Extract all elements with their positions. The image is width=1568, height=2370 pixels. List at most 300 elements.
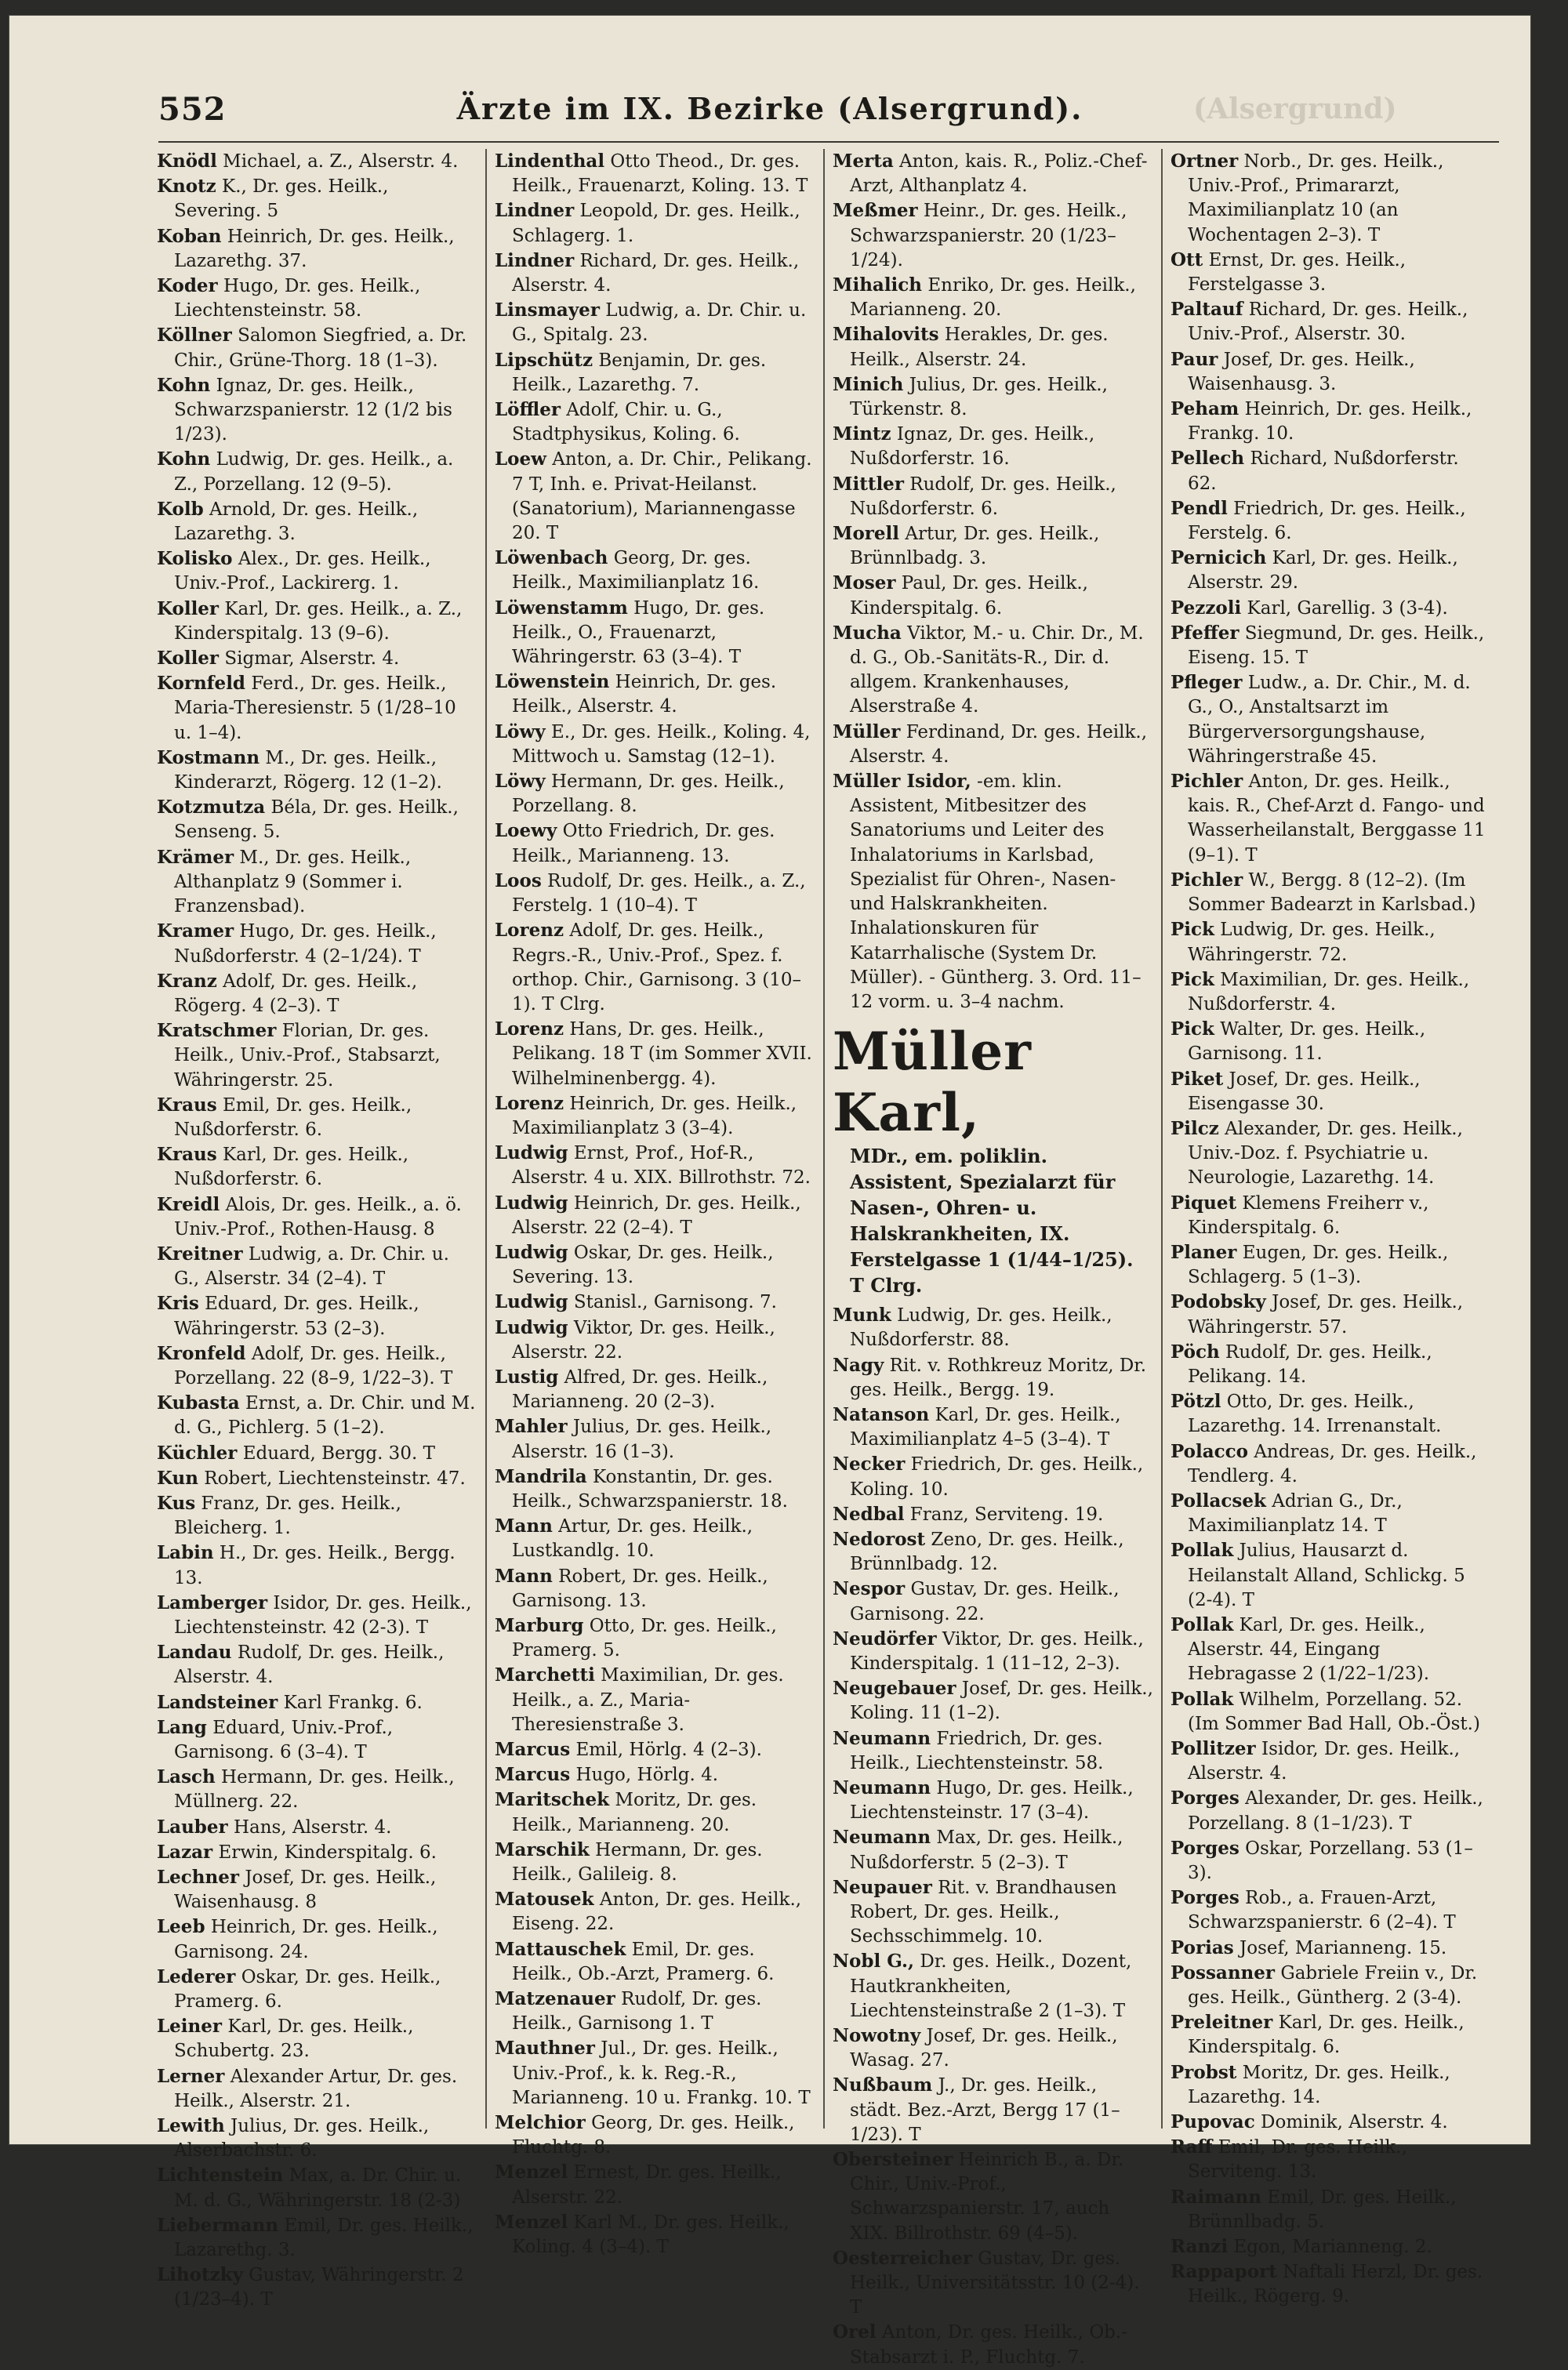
entry-name: Pfleger xyxy=(1171,672,1243,694)
entry-name: Kotzmutza xyxy=(157,797,266,818)
directory-entry xyxy=(157,1690,477,1715)
directory-entry xyxy=(157,546,477,596)
directory-entry xyxy=(1171,1737,1491,1786)
entry-name: Munk xyxy=(833,1305,891,1327)
entry-name: Pollacsek xyxy=(1171,1490,1266,1512)
entry-name: Raimann xyxy=(1171,2186,1261,2208)
entry-name: Polacco xyxy=(1171,1440,1249,1462)
directory-entry xyxy=(157,2213,477,2263)
entry-name: Nespor xyxy=(833,1578,906,1600)
directory-entry xyxy=(495,1240,815,1290)
entry-name: Lichtenstein xyxy=(157,2165,284,2187)
directory-entry xyxy=(157,1765,477,1814)
entry-name: Neudörfer xyxy=(833,1628,937,1650)
entry-name: Porges xyxy=(1171,1887,1240,1909)
directory-entry xyxy=(833,1303,1153,1352)
entry-name: Lerner xyxy=(157,2065,225,2087)
directory-entry xyxy=(495,1091,815,1141)
entry-details: Hugo, Dr. ges. Heilk., Nußdorferstr. 4 (2–1/24). T xyxy=(174,921,437,967)
directory-entry xyxy=(157,1541,477,1590)
directory-entry xyxy=(833,720,1153,769)
directory-entry xyxy=(1171,2185,1491,2234)
directory-entry xyxy=(833,2320,1153,2369)
directory-entry xyxy=(495,1838,815,1887)
directory-entry xyxy=(1171,1538,1491,1613)
directory-entry xyxy=(1171,1389,1491,1439)
directory-entry xyxy=(157,969,477,1018)
entry-details: Arnold, Dr. ges. Heilk., Lazarethg. 3. xyxy=(174,499,419,545)
entry-details: Ludwig, a. Dr. Chir. u. G., Alserstr. 34 (2–4). T xyxy=(174,1243,449,1290)
entry-details: Konstantin, Dr. ges. Heilk., Schwarzspanierstr. 18. xyxy=(512,1466,788,1512)
entry-name: Raff xyxy=(1171,2136,1213,2158)
entry-name: Meßmer xyxy=(833,200,918,222)
entry-details: Rob., a. Frauen-Arzt, Schwarzspanierstr. 6 (2–4). T xyxy=(1188,1888,1456,1933)
entry-name: Müller xyxy=(833,720,901,742)
directory-entry xyxy=(157,1915,477,1964)
entry-name: Marcus xyxy=(495,1764,571,1786)
directory-entry xyxy=(157,746,477,795)
entry-details: Stanisl., Garnisong. 7. xyxy=(568,1292,777,1313)
entry-name: Leiner xyxy=(157,2016,223,2038)
directory-entry xyxy=(833,1676,1153,1726)
entry-name: Moser xyxy=(833,572,896,594)
directory-entry xyxy=(1171,1191,1491,1240)
entry-details: Richard, Dr. ges. Heilk., Univ.-Prof., Alserstr. 30. xyxy=(1188,299,1468,345)
entry-details: Ludwig, Dr. ges. Heilk., Nußdorferstr. 88. xyxy=(850,1305,1112,1351)
entry-name: Minich xyxy=(833,373,904,395)
entry-details: Michael, a. Z., Alserstr. 4. xyxy=(216,151,459,172)
directory-entry xyxy=(495,397,815,447)
entry-details: M., Dr. ges. Heilk., Althanplatz 9 (Sommer i. Franzensbad). xyxy=(174,847,412,917)
directory-entry xyxy=(833,1452,1153,1501)
featured-entry-name: Müller Karl, xyxy=(833,1021,1032,1144)
directory-entry xyxy=(833,571,1153,620)
entry-details: Ernst, Dr. ges. Heilk., Ferstelgasse 3. xyxy=(1188,249,1406,296)
directory-column-3 xyxy=(823,149,1161,2368)
entry-details: Herakles, Dr. ges. Heilk., Alserstr. 24. xyxy=(850,325,1109,370)
entry-details: Adolf, Dr. ges. Heilk., Regrs.-R., Univ.-Prof., Spez. f. orthop. Chir., Garnisong. 3 (10–1). T Clrg. xyxy=(512,920,801,1014)
directory-entry xyxy=(157,1715,477,1765)
directory-entry xyxy=(833,149,1153,198)
directory-column-1 xyxy=(157,149,485,2310)
entry-name: Pöch xyxy=(1171,1341,1220,1363)
directory-entry xyxy=(157,597,477,646)
entry-details: Rudolf, Dr. ges. Heilk., Alserstr. 4. xyxy=(174,1642,445,1688)
entry-name: Mittler xyxy=(833,473,904,495)
directory-entry xyxy=(495,769,815,818)
entry-name: Kohn xyxy=(157,448,211,470)
entry-name: Maritschek xyxy=(495,1789,610,1811)
directory-entry xyxy=(157,1640,477,1689)
directory-entry xyxy=(833,1502,1153,1527)
entry-name: Koller xyxy=(157,648,220,670)
directory-entry xyxy=(495,1887,815,1936)
entry-name: Neumann xyxy=(833,1727,931,1749)
entry-details: Adolf, Chir. u. G., Stadtphysikus, Koling. 6. xyxy=(512,400,740,445)
entry-details: Alois, Dr. ges. Heilk., a. ö. Univ.-Prof., Rothen-Hausg. 8 xyxy=(174,1194,462,1239)
entry-name: Menzel xyxy=(495,2161,568,2183)
page-title: Ärzte im IX. Bezirke (Alsergrund). xyxy=(456,91,1083,126)
directory-entry xyxy=(157,1018,477,1093)
entry-details: Isidor, Dr. ges. Heilk., Liechtensteinstr. 42 (2-3). T xyxy=(174,1592,472,1638)
entry-details: Rudolf, Dr. ges. Heilk., a. Z., Ferstelg. 1 (10–4). T xyxy=(512,870,806,916)
entry-name: Porges xyxy=(1171,1837,1240,1859)
entry-name: Kornfeld xyxy=(157,673,246,695)
entry-details: Otto Friedrich, Dr. ges. Heilk., Marianneng. 13. xyxy=(512,821,775,866)
entry-name: Neugebauer xyxy=(833,1678,956,1700)
entry-name: Mann xyxy=(495,1565,553,1587)
directory-entry xyxy=(495,596,815,670)
entry-details: Sigmar, Alserstr. 4. xyxy=(219,648,400,670)
entry-name: Pupovac xyxy=(1171,2111,1255,2133)
entry-details: Karl, Dr. ges. Heilk., Schubertg. 23. xyxy=(174,2016,414,2062)
directory-entry xyxy=(833,1527,1153,1577)
entry-name: Mihalich xyxy=(833,274,923,296)
entry-name: Piquet xyxy=(1171,1192,1237,1214)
entry-name: Neumann xyxy=(833,1777,931,1798)
directory-entry xyxy=(157,1441,477,1466)
entry-name: Lipschütz xyxy=(495,349,593,371)
entry-name: Kris xyxy=(157,1293,199,1315)
directory-entry xyxy=(157,2263,477,2312)
directory-entry xyxy=(1171,397,1491,446)
directory-entry xyxy=(495,1613,815,1663)
directory-entry xyxy=(495,869,815,918)
entry-details: Ludwig, a. Dr. Chir. u. G., Spitalg. 23. xyxy=(512,300,807,346)
page-header xyxy=(9,91,1530,138)
directory-entry xyxy=(495,918,815,1017)
entry-details: Viktor, Dr. ges. Heilk., Kinderspitalg. 1 (11–12, 2–3). xyxy=(850,1628,1144,1674)
entry-name: Mahler xyxy=(495,1416,568,1438)
directory-entry xyxy=(495,1365,815,1414)
entry-name: Kronfeld xyxy=(157,1342,246,1364)
entry-name: Necker xyxy=(833,1454,906,1475)
directory-entry xyxy=(1171,1290,1491,1339)
entry-name: Marcus xyxy=(495,1739,571,1760)
directory-entry xyxy=(1171,149,1491,248)
entry-name: Lindner xyxy=(495,200,575,222)
entry-name: Knotz xyxy=(157,176,216,198)
directory-entry xyxy=(833,472,1153,521)
entry-details: Adolf, Dr. ges. Heilk., Porzellang. 22 (8–9, 1/22–3). T xyxy=(174,1343,453,1388)
directory-entry xyxy=(1171,347,1491,397)
entry-details: Eduard, Dr. ges. Heilk., Währingerstr. 53 (2–3). xyxy=(174,1294,419,1339)
entry-details: Ernst, Prof., Hof-R., Alserstr. 4 u. XIX. Billrothstr. 72. xyxy=(512,1143,811,1189)
directory-entry xyxy=(495,1141,815,1190)
directory-entry xyxy=(157,1391,477,1440)
directory-entry xyxy=(495,1514,815,1563)
directory-entry xyxy=(495,1564,815,1613)
entry-name: Pfeffer xyxy=(1171,622,1240,644)
entry-details: Georg, Dr. ges. Heilk., Fluchtg. 8. xyxy=(512,2113,795,2158)
entry-details: Franz, Serviteng. 19. xyxy=(904,1504,1104,1525)
directory-entry xyxy=(1171,670,1491,769)
directory-entry xyxy=(1171,2110,1491,2135)
directory-entry xyxy=(833,1825,1153,1875)
entry-name: Paur xyxy=(1171,348,1218,370)
entry-name: Küchler xyxy=(157,1442,238,1464)
entry-name: Kramer xyxy=(157,920,234,942)
directory-entry xyxy=(833,198,1153,273)
entry-name: Loew xyxy=(495,448,546,470)
directory-entry xyxy=(833,322,1153,372)
entry-details: K., Dr. ges. Heilk., Severing. 5 xyxy=(174,176,389,222)
entry-name: Nobl G., xyxy=(833,1951,915,1973)
directory-entry xyxy=(1171,1786,1491,1835)
entry-name: Köllner xyxy=(157,325,232,347)
entry-details: Rit. v. Rothkreuz Moritz, Dr. ges. Heilk., Bergg. 19. xyxy=(850,1355,1147,1400)
directory-entry xyxy=(157,1815,477,1840)
directory-entry xyxy=(1171,868,1491,917)
entry-details: Heinrich, Dr. ges. Heilk., Maximilianplatz 3 (3–4). xyxy=(512,1093,797,1138)
directory-entry xyxy=(157,2064,477,2114)
entry-name: Pernicich xyxy=(1171,547,1267,569)
entry-name: Kohn xyxy=(157,374,211,396)
entry-details: Moritz, Dr. ges. Heilk., Marianneng. 20. xyxy=(512,1790,757,1835)
entry-name: Piket xyxy=(1171,1068,1224,1090)
entry-name: Mintz xyxy=(833,423,891,445)
entry-details: -em. klin. Assistent, Mitbesitzer des Sanatoriums und Leiter des Inhalatoriums in Karlsbad, Spezialist für Ohren-, Nasen- und Halskrankheiten. Inhalationskuren für Katarrhalische (System Dr. Müller). - Güntherg. 3. Ord. 11–12 vorm. u. 3–4 nachm. xyxy=(850,771,1142,1012)
entry-name: Mandrila xyxy=(495,1465,587,1487)
entry-name: Pellech xyxy=(1171,448,1245,470)
directory-entry xyxy=(833,1949,1153,2023)
entry-details: Artur, Dr. ges. Heilk., Lustkandlg. 10. xyxy=(512,1516,753,1562)
entry-details: Heinr., Dr. ges. Heilk., Schwarzspanierstr. 20 (1/23–1/24). xyxy=(850,201,1127,270)
directory-entry xyxy=(833,372,1153,422)
directory-entry xyxy=(495,546,815,595)
directory-entry xyxy=(1171,2259,1491,2309)
entry-details: Hugo, Dr. ges. Heilk., O., Frauenarzt, Währingerstr. 63 (3–4). T xyxy=(512,597,765,668)
entry-details: Josef, Dr. ges. Heilk., Waisenhausg. 3. xyxy=(1188,349,1415,394)
entry-name: Labin xyxy=(157,1542,214,1564)
directory-entry xyxy=(1171,967,1491,1017)
entry-details: Alexander Artur, Dr. ges. Heilk., Alserstr. 21. xyxy=(174,2066,458,2111)
directory-entry xyxy=(495,670,815,719)
header-rule xyxy=(158,141,1499,143)
entry-details: Gustav, Dr. ges. Heilk., Universitätsstr. 10 (2-4). T xyxy=(850,2248,1140,2318)
entry-details: Josef, Dr. ges. Heilk., Währingerstr. 57. xyxy=(1188,1292,1464,1337)
entry-name: Nußbaum xyxy=(833,2074,933,2096)
entry-details: Ernest, Dr. ges. Heilk., Alserstr. 22. xyxy=(512,2162,782,2208)
entry-details: Julius, Dr. ges. Heilk., Türkenstr. 8. xyxy=(850,374,1108,420)
entry-details: Josef, Dr. ges. Heilk., Koling. 11 (1–2). xyxy=(850,1679,1153,1724)
entry-details: Andreas, Dr. ges. Heilk., Tendlerg. 4. xyxy=(1188,1441,1477,1486)
directory-entry xyxy=(157,274,477,323)
entry-details: Viktor, M.- u. Chir. Dr., M. d. G., Ob.-Sanitäts-R., Dir. d. allgem. Krankenhauses, Alserstraße 4. xyxy=(850,622,1144,717)
entry-details: Julius, Hausarzt d. Heilanstalt Alland, Schlickg. 5 (2-4). T xyxy=(1188,1541,1465,1610)
entry-details: Naftali Herzl, Dr. ges. Heilk., Rögerg. 9. xyxy=(1188,2262,1483,2307)
entry-details: Heinrich, Dr. ges. Heilk., Lazarethg. 37. xyxy=(174,226,455,271)
entry-name: Orel xyxy=(833,2321,877,2343)
entry-name: Kranz xyxy=(157,970,217,992)
entry-name: Lauber xyxy=(157,1816,228,1838)
entry-details: Florian, Dr. ges. Heilk., Univ.-Prof., Stabsarzt, Währingerstr. 25. xyxy=(174,1021,441,1091)
entry-name: Ortner xyxy=(1171,151,1239,172)
entry-details: Karl, Dr. ges. Heilk., Maximilianplatz 4–5 (3–4). T xyxy=(850,1404,1121,1450)
entry-details: Anton, kais. R., Poliz.-Chef-Arzt, Althanplatz 4. xyxy=(850,151,1148,197)
entry-details: Otto Theod., Dr. ges. Heilk., Frauenarzt, Koling. 13. T xyxy=(512,151,808,197)
entry-details: Josef, Dr. ges. Heilk., Wasag. 27. xyxy=(850,2026,1118,2071)
directory-entry xyxy=(1171,1885,1491,1935)
entry-details: Alfred, Dr. ges. Heilk., Marianneng. 20 (2–3). xyxy=(512,1366,768,1413)
entry-details: Wilhelm, Porzellang. 52. (Im Sommer Bad Hall, Ob.-Öst.) xyxy=(1188,1689,1480,1734)
entry-details: Emil, Dr. ges. Heilk., Ob.-Arzt, Pramerg. 6. xyxy=(512,1939,775,1984)
entry-details: Emil, Hörlg. 4 (2–3). xyxy=(570,1740,762,1760)
entry-name: Melchior xyxy=(495,2112,586,2134)
entry-name: Matousek xyxy=(495,1889,594,1911)
directory-entry xyxy=(495,2036,815,2110)
entry-details: Dr. ges. Heilk., Dozent, Hautkrankheiten, Liechtensteinstraße 2 (1–3). T xyxy=(850,1951,1132,2021)
entry-details: Ignaz, Dr. ges. Heilk., Schwarzspanierstr. 12 (1/2 bis 1/23). xyxy=(174,375,452,445)
entry-details: Ignaz, Dr. ges. Heilk., Nußdorferstr. 16. xyxy=(850,424,1095,470)
directory-entry xyxy=(157,373,477,448)
directory-entry xyxy=(833,1577,1153,1626)
entry-details: Anton, Dr. ges. Heilk., Ob.-Stabsarzt i. P., Fluchtg. 7. xyxy=(850,2322,1127,2368)
entry-details: Karl, Dr. ges. Heilk., Alserstr. 44, Eingang Hebragasse 2 (1/22–1/23). xyxy=(1188,1614,1430,1685)
entry-details: Klemens Freiherr v., Kinderspitalg. 6. xyxy=(1188,1192,1429,1238)
entry-name: Ludwig xyxy=(495,1192,568,1214)
entry-name: Lorenz xyxy=(495,1092,564,1114)
directory-entry xyxy=(1171,2234,1491,2259)
entry-name: Pezzoli xyxy=(1171,597,1242,619)
entry-details: Alex., Dr. ges. Heilk., Univ.-Prof., Lackirerg. 1. xyxy=(174,549,431,594)
directory-column-2 xyxy=(485,149,823,2258)
directory-entry xyxy=(833,2073,1153,2147)
entry-details: Rudolf, Dr. ges. Heilk., Nußdorferstr. 6. xyxy=(850,474,1116,519)
entry-name: Lazar xyxy=(157,1841,213,1863)
entry-details: Oskar, Porzellang. 53 (1–3). xyxy=(1188,1838,1473,1884)
directory-entry xyxy=(1171,1961,1491,2010)
entry-name: Knödl xyxy=(157,151,217,172)
directory-entry xyxy=(495,249,815,298)
entry-name: Pötzl xyxy=(1171,1391,1221,1413)
directory-entry xyxy=(1171,1613,1491,1687)
entry-details: Oskar, Dr. ges. Heilk., Severing. 13. xyxy=(512,1242,774,1288)
directory-entry xyxy=(833,422,1153,471)
entry-name: Kostmann xyxy=(157,746,260,768)
directory-entry xyxy=(157,1865,477,1915)
directory-page xyxy=(9,16,1530,2368)
entry-name: Nowotny xyxy=(833,2025,921,2046)
entry-details: Josef, Marianneng. 15. xyxy=(1233,1937,1447,1958)
entry-details: Hermann, Dr. ges. Heilk., Müllnerg. 22. xyxy=(174,1767,455,1813)
directory-entry xyxy=(495,720,815,769)
entry-details: Josef, Dr. ges. Heilk., Waisenhausg. 8 xyxy=(174,1867,437,1913)
entry-name: Ott xyxy=(1171,249,1203,270)
entry-name: Pick xyxy=(1171,968,1214,990)
entry-details: Friedrich, Dr. ges. Heilk., Liechtensteinstr. 58. xyxy=(850,1728,1104,1773)
featured-entry-details: MDr., em. poliklin. Assistent, Spezialarzt für Nasen-, Ohren- u. Halskrankheiten, IX. Ferstelgasse 1 (1/44–1/25). T Clrg. xyxy=(850,1145,1134,1298)
entry-details: Paul, Dr. ges. Heilk., Kinderspitalg. 6. xyxy=(850,573,1088,619)
entry-details: Otto, Dr. ges. Heilk., Pramerg. 5. xyxy=(512,1615,777,1661)
entry-details: Eduard, Univ.-Prof., Garnisong. 6 (3–4). T xyxy=(174,1717,394,1762)
entry-details: Heinrich, Dr. ges. Heilk., Frankg. 10. xyxy=(1188,399,1472,445)
featured-directory-entry xyxy=(833,1021,1153,1298)
entry-details: E., Dr. ges. Heilk., Koling. 4, Mittwoch u. Samstag (12–1). xyxy=(512,721,811,767)
entry-name: Pollak xyxy=(1171,1540,1234,1562)
directory-entry xyxy=(495,1787,815,1837)
entry-details: Rit. v. Brandhausen Robert, Dr. ges. Heilk., Sechsschimmelg. 10. xyxy=(850,1877,1117,1947)
entry-details: Eugen, Dr. ges. Heilk., Schlagerg. 5 (1–3). xyxy=(1188,1242,1449,1288)
entry-name: Koban xyxy=(157,225,222,247)
entry-details: Benjamin, Dr. ges. Heilk., Lazarethg. 7. xyxy=(512,350,767,395)
entry-name: Lechner xyxy=(157,1867,240,1889)
directory-entry xyxy=(157,447,477,496)
entry-name: Morell xyxy=(833,523,900,545)
entry-details: Robert, Dr. ges. Heilk., Garnisong. 13. xyxy=(512,1566,768,1611)
entry-details: Karl, Dr. ges. Heilk., Nußdorferstr. 6. xyxy=(174,1145,409,1190)
entry-name: Lasch xyxy=(157,1766,216,1788)
directory-entry xyxy=(495,1937,815,1987)
directory-entry xyxy=(495,1191,815,1240)
directory-entry xyxy=(1171,1687,1491,1737)
directory-entry xyxy=(1171,496,1491,546)
entry-details: Adolf, Dr. ges. Heilk., Rögerg. 4 (2–3). T xyxy=(174,971,418,1016)
directory-entry xyxy=(157,224,477,274)
entry-details: Hans, Alserstr. 4. xyxy=(227,1817,392,1838)
entry-details: Walter, Dr. ges. Heilk., Garnisong. 11. xyxy=(1188,1019,1426,1065)
entry-name: Marschik xyxy=(495,1838,590,1860)
entry-details: Anton, Dr. ges. Heilk., Eiseng. 22. xyxy=(512,1889,802,1935)
directory-entry xyxy=(495,1663,815,1737)
directory-entry xyxy=(1171,297,1491,347)
entry-details: Heinrich, Dr. ges. Heilk., Alserstr. 4. xyxy=(512,672,777,717)
entry-name: Landau xyxy=(157,1642,232,1664)
directory-entry xyxy=(157,671,477,746)
directory-entry xyxy=(1171,446,1491,495)
entry-details: Hugo, Dr. ges. Heilk., Liechtensteinstr. 58. xyxy=(174,276,421,321)
directory-entry xyxy=(157,795,477,844)
directory-entry xyxy=(157,1466,477,1491)
page-number: 552 xyxy=(158,91,227,128)
entry-name: Kraus xyxy=(157,1094,217,1116)
entry-name: Koder xyxy=(157,275,218,297)
entry-details: Siegmund, Dr. ges. Heilk., Eiseng. 15. T xyxy=(1188,622,1485,669)
entry-details: J., Dr. ges. Heilk., städt. Bez.-Arzt, Bergg 17 (1–1/23). T xyxy=(850,2075,1120,2145)
directory-entry xyxy=(833,1726,1153,1776)
directory-entry xyxy=(495,198,815,248)
entry-details: Karl, Dr. ges. Heilk., Alserstr. 29. xyxy=(1188,548,1458,593)
entry-details: Heinrich, Dr. ges. Heilk., Garnisong. 24. xyxy=(174,1917,438,1962)
directory-entry xyxy=(495,818,815,868)
entry-details: Heinrich B., a. Dr. Chir., Univ.-Prof., Schwarzspanierstr. 17, auch XIX. Billrothstr. 69 (4–5). xyxy=(850,2150,1124,2244)
entry-name: Landsteiner xyxy=(157,1691,278,1713)
entry-details: W., Bergg. 8 (12–2). (Im Sommer Badearzt in Karlsbad.) xyxy=(1188,869,1476,916)
directory-entry xyxy=(157,1142,477,1192)
entry-details: Alexander, Dr. ges. Heilk., Porzellang. 8 (1–1/23). T xyxy=(1188,1788,1483,1834)
entry-details: Max, Dr. ges. Heilk., Nußdorferstr. 5 (2–3). T xyxy=(850,1827,1123,1873)
directory-entry xyxy=(495,1762,815,1787)
directory-entry xyxy=(1171,596,1491,621)
entry-name: Ludwig xyxy=(495,1142,568,1164)
directory-entry xyxy=(495,348,815,397)
entry-name: Linsmayer xyxy=(495,299,600,321)
entry-name: Lihotzky xyxy=(157,2264,243,2286)
entry-details: Moritz, Dr. ges. Heilk., Lazarethg. 14. xyxy=(1188,2062,1450,2107)
entry-details: Karl M., Dr. ges. Heilk., Koling. 4 (3–4). T xyxy=(512,2212,789,2258)
entry-name: Nedbal xyxy=(833,1503,905,1525)
entry-name: Marchetti xyxy=(495,1664,595,1686)
entry-details: Adrian G., Dr., Maximilianplatz 14. T xyxy=(1188,1490,1403,1537)
entry-details: Karl, Garellig. 3 (3-4). xyxy=(1241,597,1448,619)
entry-name: Natanson xyxy=(833,1403,930,1425)
entry-name: Koller xyxy=(157,597,220,619)
directory-entry xyxy=(495,1987,815,2036)
entry-name: Oesterreicher xyxy=(833,2247,972,2269)
entry-name: Pichler xyxy=(1171,869,1243,891)
entry-name: Neumann xyxy=(833,1827,931,1849)
entry-details: Rudolf, Dr. ges. Heilk., Pelikang. 14. xyxy=(1188,1341,1432,1387)
